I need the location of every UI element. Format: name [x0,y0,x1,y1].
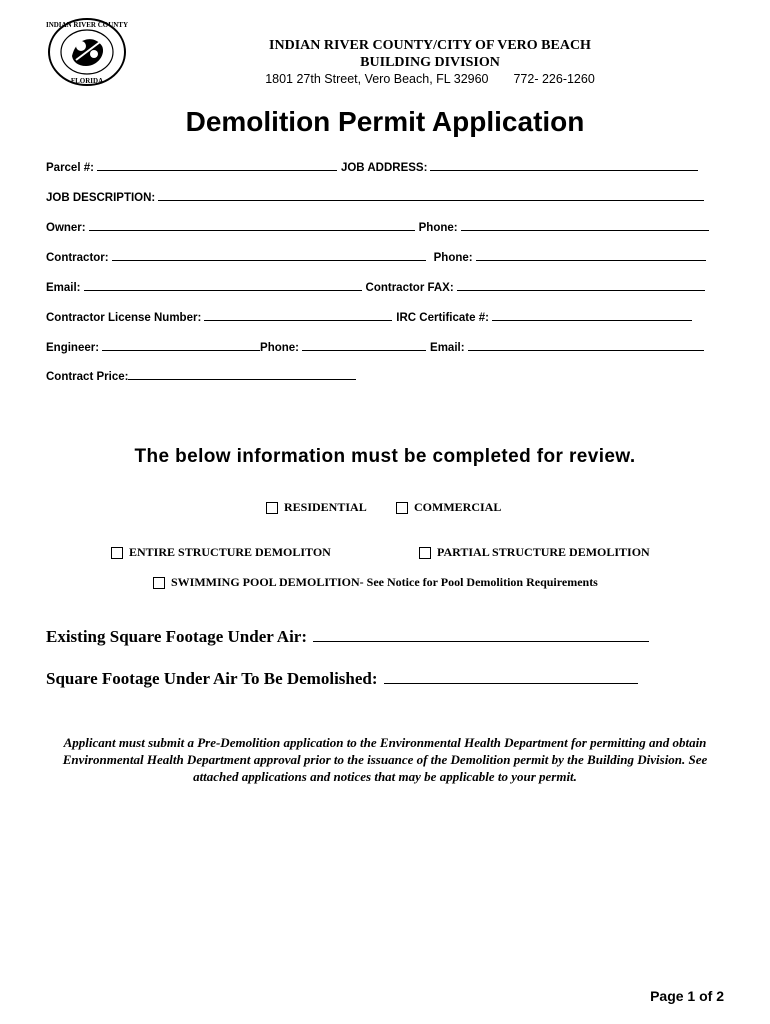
irc-label: IRC Certificate #: [396,312,489,324]
checkbox-swimming-pool[interactable] [153,575,598,590]
page-title: Demolition Permit Application [185,106,585,137]
checkbox-box[interactable] [111,547,123,559]
demolished-square-footage-row [46,669,642,689]
checkbox-residential[interactable] [266,500,367,515]
checkbox-commercial[interactable] [396,500,501,515]
residential-label: RESIDENTIAL [284,500,367,514]
entire-structure-label: ENTIRE STRUCTURE DEMOLITON [129,545,331,559]
checkbox-partial-structure[interactable] [419,545,650,560]
irc-field[interactable] [492,310,692,321]
parcel-field[interactable] [97,160,337,171]
svg-text:INDIAN RIVER COUNTY: INDIAN RIVER COUNTY [46,21,128,29]
job-address-field[interactable] [430,160,698,171]
contractor-label: Contractor: [46,252,109,264]
review-heading: The below information must be completed for review. [134,446,636,467]
engineer-email-field[interactable] [468,340,704,351]
svg-text:FLORIDA: FLORIDA [70,77,104,85]
engineer-phone-label: Phone: [260,342,300,354]
row-parcel [46,160,724,174]
engineer-phone-field[interactable] [302,340,426,351]
job-address-label: JOB ADDRESS: [340,162,428,174]
job-description-field[interactable] [158,190,704,201]
checkbox-box[interactable] [153,577,165,589]
partial-structure-label: PARTIAL STRUCTURE DEMOLITION [437,545,650,559]
contact-line [180,72,680,86]
page-number: Page 1 of 2 [650,988,724,1004]
demolished-square-footage-label: Square Footage Under Air To Be Demolished: [46,669,378,688]
contractor-field[interactable] [112,250,426,261]
commercial-label: COMMERCIAL [414,500,502,514]
engineer-label: Engineer: [46,342,100,354]
row-owner [46,220,724,234]
checkbox-box[interactable] [266,502,278,514]
contractor-phone-field[interactable] [476,250,706,261]
engineer-field[interactable] [102,340,260,351]
owner-phone-field[interactable] [461,220,709,231]
county-seal-logo [46,16,128,88]
row-contract-price [46,369,724,383]
row-email [46,280,724,294]
license-field[interactable] [204,310,392,321]
contractor-fax-field[interactable] [457,280,705,291]
owner-label: Owner: [46,222,86,234]
checkbox-entire-structure[interactable] [111,545,331,560]
contractor-phone-label: Phone: [433,252,473,264]
checkbox-box[interactable] [396,502,408,514]
existing-square-footage-field[interactable] [313,627,649,642]
org-name: INDIAN RIVER COUNTY/CITY OF VERO BEACH [269,38,591,53]
contract-price-label: Contract Price: [46,371,129,383]
job-description-label: JOB DESCRIPTION: [46,192,156,204]
row-engineer [46,340,724,354]
demolished-square-footage-field[interactable] [384,669,638,684]
row-license [46,310,724,324]
parcel-label: Parcel #: [46,162,94,174]
checkbox-box[interactable] [419,547,431,559]
email-field[interactable] [84,280,362,291]
phone-text: 772- 226-1260 [513,72,595,86]
owner-field[interactable] [89,220,415,231]
address-text: 1801 27th Street, Vero Beach, FL 32960 [265,72,489,86]
existing-square-footage-row [46,627,653,647]
email-label: Email: [46,282,81,294]
license-label: Contractor License Number: [46,312,202,324]
row-contractor [46,250,724,264]
contractor-fax-label: Contractor FAX: [365,282,454,294]
owner-phone-label: Phone: [418,222,458,234]
existing-square-footage-label: Existing Square Footage Under Air: [46,627,307,646]
engineer-email-label: Email: [430,342,465,354]
contract-price-field[interactable] [128,369,356,380]
row-job-description [46,190,724,204]
division-name: BUILDING DIVISION [360,55,500,70]
swimming-pool-label: SWIMMING POOL DEMOLITION- See Notice for Pool Demolition Requirements [171,575,598,589]
pre-demolition-notice: Applicant must submit a Pre-Demolition application to the Environmental Health Department for permitting and obtain Environmental Health Department approval prior to the issuance of the Demolition permit by the Building Division. See attached applications and notices that may be applicable to your permit. [62,735,708,784]
